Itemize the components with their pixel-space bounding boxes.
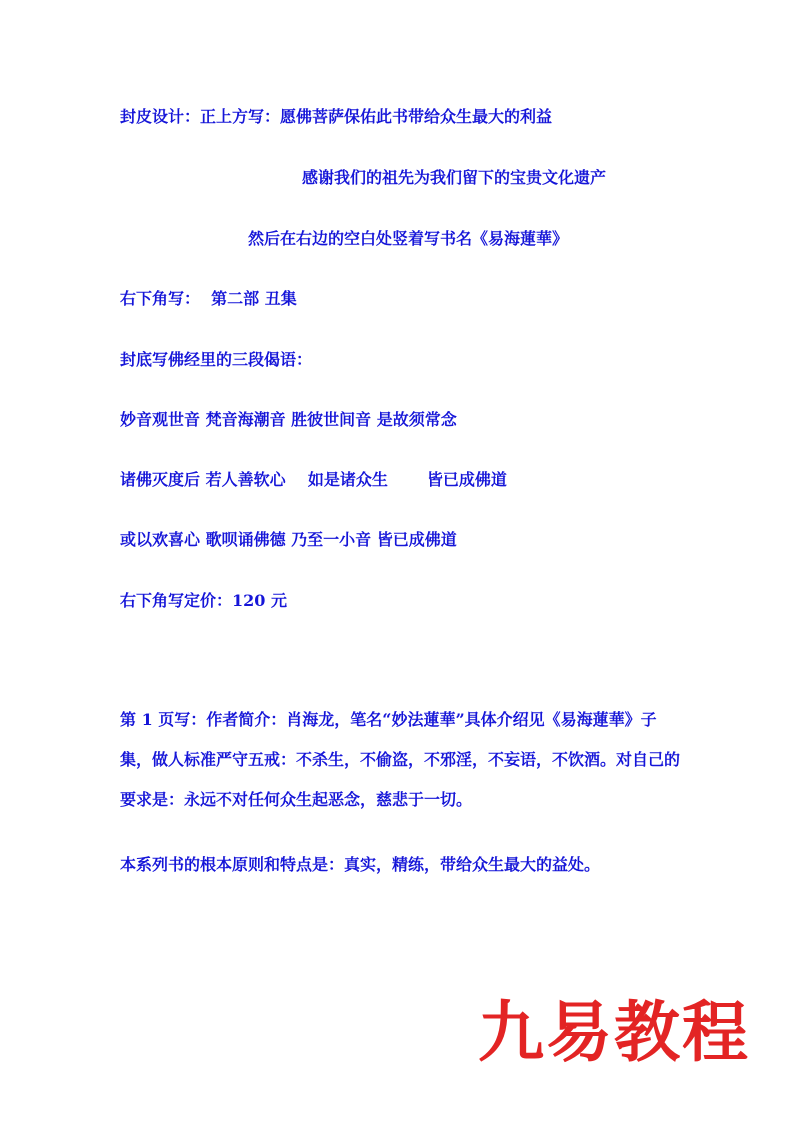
series-principle-line: 本系列书的根本原则和特点是：真实，精练，带给众生最大的益处。 — [120, 855, 601, 874]
author-intro-paragraph: 第 1 页写：作者简介：肖海龙，笔名“妙法蓮華”具体介绍见《易海蓮華》子集，做人标准严守五戒：不杀生，不偷盗，不邪淫，不妄语，不饮酒。对自己的要求是：永远不对任何众生起恶念，慈悲于一切。 — [120, 710, 681, 809]
book-title-line: 然后在右边的空白处竖着写书名《易海蓮華》 — [248, 229, 569, 248]
back-cover-line: 封底写佛经里的三段偈语： — [120, 350, 313, 369]
verse-line-2: 诸佛灭度后 若人善软心 如是诸众生 皆已成佛道 — [120, 470, 507, 489]
watermark-logo: 九易教程 — [478, 994, 750, 1071]
cover-design-line: 封皮设计：正上方写：愿佛菩萨保佑此书带给众生最大的利益 — [120, 107, 553, 126]
verse-line-1: 妙音观世音 梵音海潮音 胜彼世间音 是故须常念 — [120, 410, 457, 429]
price-line: 右下角写定价：120 元 — [120, 591, 287, 610]
thanks-ancestors-line: 感谢我们的祖先为我们留下的宝贵文化遗产 — [302, 168, 607, 187]
verse-line-3: 或以欢喜心 歌呗诵佛德 乃至一小音 皆已成佛道 — [120, 530, 457, 549]
bottom-right-volume-line: 右下角写： 第二部 丑集 — [120, 289, 297, 308]
